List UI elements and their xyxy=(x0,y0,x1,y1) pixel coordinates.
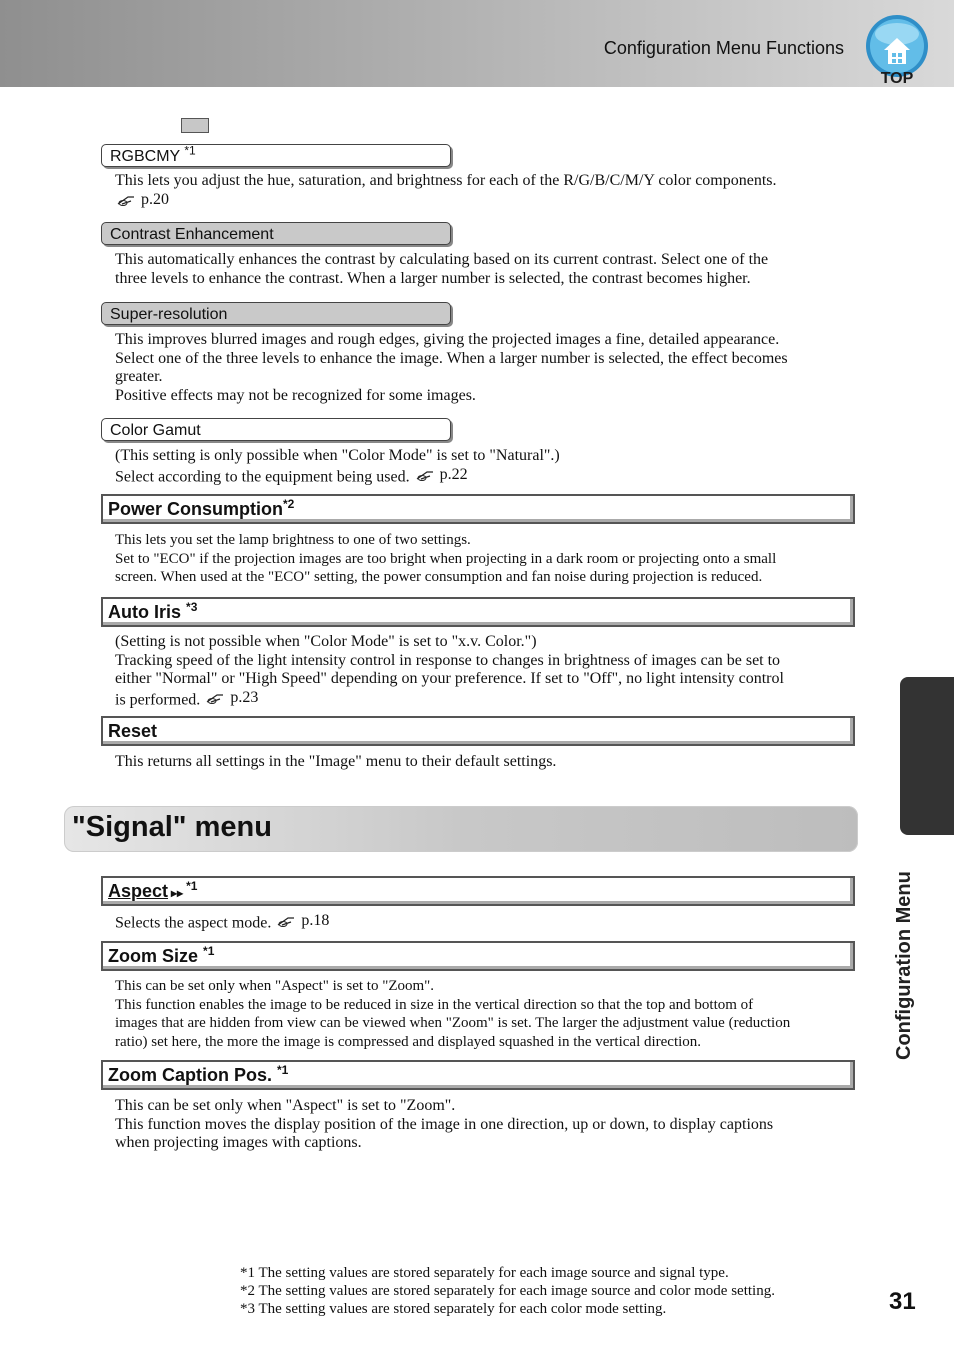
footnote: *2 The setting values are stored separately for each image source and color mode setting. xyxy=(240,1283,775,1299)
configuration-menu-side-label: Configuration Menu xyxy=(893,871,915,1060)
zoom-size-heading: Zoom Size $^{*1}$ xyxy=(101,941,855,971)
power-consumption-description: This lets you set the lamp brightness to one of two settings. Set to "ECO" if the projection images are too bright when projecting in a dark room or projecting onto a small screen. When used at the "ECO" setting, the power consumption and fan noise during projection is reduced. xyxy=(115,532,777,585)
rgbcmy-footnote-ref: *1 xyxy=(184,143,196,158)
zoom-caption-heading: Zoom Caption Pos. $^{*1}$ xyxy=(101,1060,855,1090)
signal-menu-title: "Signal" menu xyxy=(72,811,272,843)
aspect-page-ref[interactable]: p.18 xyxy=(275,912,329,931)
footnote: *1 The setting values are stored separately for each image source and signal type. xyxy=(240,1265,729,1281)
aspect-heading: Aspect ▸▸ $^{*1}$ xyxy=(101,876,855,906)
rgbcmy-description: This lets you adjust the hue, saturation, and brightness for each of the R/G/B/C/M/Y color components. p.20 xyxy=(115,172,777,208)
pointing-hand-icon xyxy=(416,469,434,481)
color-gamut-page-ref[interactable]: p.22 xyxy=(414,466,468,485)
auto-iris-description: (Setting is not possible when "Color Mode" is set to "x.v. Color.") Tracking speed of the light intensity control in response to changes in brightness of images can be set to either "Normal" or "High Speed" depending on your preference. If set to "Off", no light intensity control is performed. p.23 xyxy=(115,633,784,708)
pointing-hand-icon xyxy=(277,915,295,927)
page-number: 31 xyxy=(889,1288,916,1315)
pointing-hand-icon xyxy=(117,194,135,206)
menu-indicator-box xyxy=(181,118,209,133)
page-header xyxy=(0,0,954,87)
top-label: TOP xyxy=(880,70,914,86)
footnotes xyxy=(240,1264,775,1318)
configuration-menu-tab[interactable] xyxy=(900,677,954,835)
aspect-description: Selects the aspect mode. p.18 xyxy=(115,912,330,932)
signal-menu-banner xyxy=(64,806,858,852)
color-gamut-description: (This setting is only possible when "Color Mode" is set to "Natural".) Select according to the equipment being used. p.22 xyxy=(115,447,560,485)
auto-iris-heading: Auto Iris $^{*3}$ xyxy=(101,597,855,627)
header-title: Configuration Menu Functions xyxy=(603,38,844,58)
footnote: *3 The setting values are stored separately for each color mode setting. xyxy=(240,1301,667,1317)
super-resolution-heading: Super-resolution xyxy=(101,302,451,325)
rgbcmy-label: RGBCMY xyxy=(110,148,180,165)
aspect-link[interactable]: Aspect xyxy=(108,881,169,901)
rgbcmy-page-ref[interactable]: p.20 xyxy=(115,191,169,210)
double-arrow-icon: ▸▸ xyxy=(171,886,184,900)
reset-heading: Reset xyxy=(101,716,855,746)
top-button[interactable] xyxy=(864,14,930,86)
auto-iris-page-ref[interactable]: p.23 xyxy=(204,689,258,708)
power-consumption-heading: Power Consumption$^{*2}$ xyxy=(101,494,855,524)
color-gamut-heading: Color Gamut xyxy=(101,418,451,441)
contrast-enhancement-heading: Contrast Enhancement xyxy=(101,222,451,245)
reset-description: This returns all settings in the "Image" menu to their default settings. xyxy=(115,753,557,770)
pointing-hand-icon xyxy=(206,692,224,704)
top-home-icon xyxy=(864,14,930,86)
super-resolution-description: This improves blurred images and rough edges, giving the projected images a fine, detailed appearance. Select one of the three levels to enhance the image. When a larger number is selected, the effect becomes greater. Positive effects may not be recognized for some images. xyxy=(115,331,788,404)
contrast-enhancement-description: This automatically enhances the contrast by calculating based on its current contrast. Select one of the three levels to enhance the contrast. When a larger number is selected, the contrast becomes higher. xyxy=(115,251,769,287)
zoom-size-description: This can be set only when "Aspect" is set to "Zoom". This function enables the image to be reduced in size in the vertical direction so that the top and bottom of images that are hidden from view can be viewed when "Zoom" is set. The larger the adjustment value (reduction ratio) set here, the more the image is compressed and displayed squashed in the vertical direction. xyxy=(115,978,791,1050)
zoom-caption-description: This can be set only when "Aspect" is set to "Zoom". This function moves the display position of the image in one direction, up or down, to display captions when projecting images with captions. xyxy=(115,1097,774,1151)
rgbcmy-heading xyxy=(101,144,451,167)
